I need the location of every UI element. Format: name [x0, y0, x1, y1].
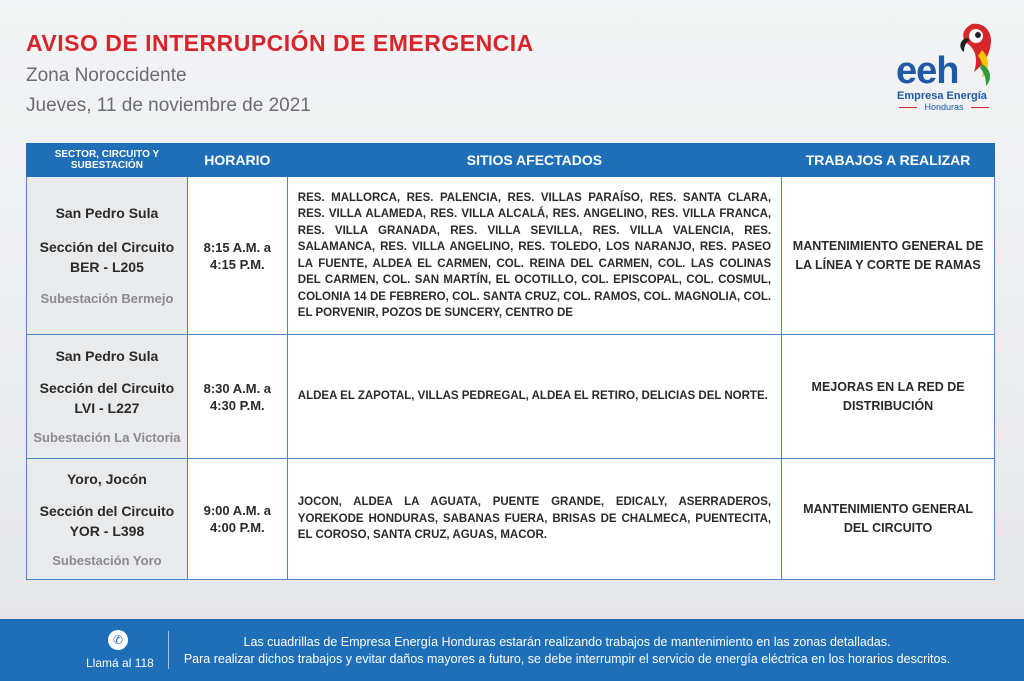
- column-header-sites: SITIOS AFECTADOS: [287, 144, 781, 177]
- work-cell: MEJORAS EN LA RED DE DISTRIBUCIÓN: [782, 335, 995, 459]
- call-label[interactable]: Llamá al 118: [86, 656, 154, 670]
- sector-cell: [27, 177, 188, 335]
- hours-cell: [187, 177, 287, 335]
- footer-line-2: Para realizar dichos trabajos y evitar daños mayores a futuro, se debe interrumpir el servicio de energía eléctrica en los horarios descritos.: [183, 652, 951, 666]
- circuit-label: Sección del Circuito: [39, 380, 175, 396]
- sector-cell: [27, 459, 188, 580]
- zone-label: Zona Noroccidente: [26, 65, 187, 86]
- table-header-row: [27, 144, 995, 177]
- work-cell: MANTENIMIENTO GENERAL DE LA LÍNEA Y CORTE DE RAMAS: [782, 177, 995, 335]
- circuit-label: Sección del Circuito: [39, 502, 175, 519]
- phone-icon[interactable]: ✆: [108, 630, 128, 650]
- footer-bar: [0, 619, 1024, 681]
- circuit-code: LVI - L227: [74, 400, 140, 416]
- sector-cell: [27, 335, 188, 459]
- work-cell: MANTENIMIENTO GENERAL DEL CIRCUITO: [782, 459, 995, 580]
- substation-label: Subestación La Victoria: [33, 430, 181, 445]
- hours-start: 8:30 A.M. a: [203, 380, 272, 396]
- circuit-label: Sección del Circuito: [39, 239, 175, 255]
- substation-label: Subestación Yoro: [52, 552, 162, 568]
- substation-label: Subestación Bermejo: [40, 291, 174, 306]
- city-label: Yoro, Jocón: [66, 470, 147, 487]
- page-title: AVISO DE INTERRUPCIÓN DE EMERGENCIA: [26, 30, 534, 56]
- hours-end: 4:30 P.M.: [209, 397, 265, 413]
- column-header-sector: SECTOR, CIRCUITO Y SUBESTACIÓN: [27, 144, 188, 177]
- date-label: Jueves, 11 de noviembre de 2021: [26, 95, 311, 116]
- circuit-code: BER - L205: [69, 259, 144, 275]
- hours-end: 4:00 P.M.: [209, 520, 265, 535]
- circuit-code: YOR - L398: [69, 522, 145, 539]
- footer-divider: [168, 631, 169, 669]
- hours-cell: [187, 459, 287, 580]
- hours-cell: [187, 335, 287, 459]
- column-header-hours: HORARIO: [187, 144, 287, 177]
- header: [26, 30, 534, 117]
- table-row: [27, 177, 995, 335]
- column-header-work: TRABAJOS A REALIZAR: [782, 144, 995, 177]
- hours-start: 9:00 A.M. a: [203, 503, 272, 518]
- sites-cell: JOCON, ALDEA LA AGUATA, PUENTE GRANDE, EDICALY, ASERRADEROS, YOREKODE HONDURAS, SABANAS FUERA, BRISAS DE CHALMECA, PUENTECITA, EL COROSO, SANTA CRUZ, AGUAS, MACOR.: [287, 459, 781, 580]
- hours-end: 4:15 P.M.: [209, 256, 265, 272]
- city-label: San Pedro Sula: [55, 348, 159, 364]
- company-logo: [890, 20, 1000, 115]
- logo-country: Honduras: [897, 102, 991, 112]
- table-row: [27, 335, 995, 459]
- city-label: San Pedro Sula: [55, 205, 159, 221]
- sites-cell: RES. MALLORCA, RES. PALENCIA, RES. VILLAS PARAÍSO, RES. SANTA CLARA, RES. VILLA ALAMEDA, RES. VILLA ALCALÁ, RES. ANGELINO, RES. VILLA FRANCA, RES. VILLA GRANADA, RES. VILLA SEVILLA, RES. VILLA VALENCIA, RES. SALAMANCA, RES. VILLA ANGELINO, RES. TOLEDO, LOS NARANJO, RES. PASEO LA FUENTE, ALDEA EL CARMEN, COL. REINA DEL CARMEN, COL. LAS COLINAS DEL CARMEN, COL. SAN MARTÍN, EL OCOTILLO, COL. EPISCOPAL, COL. COSMUL, COLONIA 14 DE FEBRERO, COL. SANTA CRUZ, COL. RAMOS, COL. MAGNOLIA, COL. EL PORVENIR, POZOS DE SUNCERY, CENTRO DE: [287, 177, 781, 335]
- sites-cell: ALDEA EL ZAPOTAL, VILLAS PEDREGAL, ALDEA EL RETIRO, DELICIAS DEL NORTE.: [287, 335, 781, 459]
- interruption-table: [26, 143, 995, 580]
- footer-line-1: Las cuadrillas de Empresa Energía Honduras estarán realizando trabajos de mantenimiento en las zonas detalladas.: [243, 635, 891, 649]
- logo-company-name: Empresa Energía: [897, 90, 987, 102]
- logo-wordmark: eeh: [896, 50, 959, 92]
- footer-message: [182, 634, 952, 668]
- hours-start: 8:15 A.M. a: [203, 239, 272, 255]
- table-row: [27, 459, 995, 580]
